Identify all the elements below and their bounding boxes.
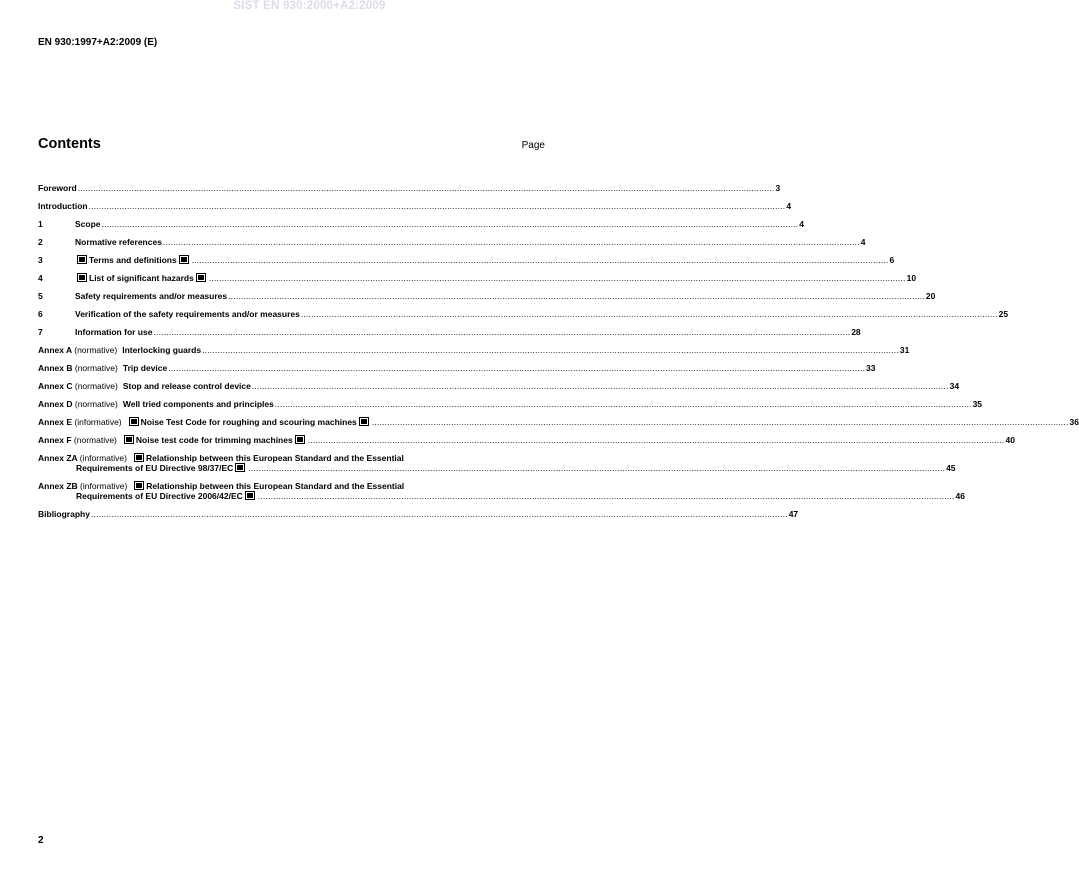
toc-entry-number: 2 [38, 237, 43, 247]
toc-entry-page: 4 [860, 237, 866, 247]
toc-entry-safety-requirements[interactable] [38, 283, 936, 301]
toc-entry-annex-za[interactable] [38, 444, 956, 473]
toc-entry-label: Scope [75, 219, 101, 229]
toc-entry-label: Noise test code for trimming machines [135, 435, 293, 445]
toc-entry-page: 4 [786, 201, 792, 211]
toc-entry-label: Bibliography [38, 509, 90, 519]
annex-prefix: Annex B [38, 363, 73, 373]
amendment-end-marker-icon [295, 435, 305, 444]
toc-entry-scope[interactable] [38, 211, 804, 229]
toc-entry-page: 31 [899, 345, 910, 355]
toc-entry-page: 36 [1069, 417, 1079, 427]
leader-dots: ................................................................................................................................................................................................................................................................................ [153, 327, 851, 337]
annex-status: (normative) [74, 363, 118, 373]
leader-dots: ................................................................................................................................................................................................................................................................................ [168, 363, 866, 373]
toc-entry-page: 35 [972, 399, 983, 409]
toc-entry-page: 6 [889, 255, 895, 265]
leader-dots: ................................................................................................................................................................................................................................................................................ [248, 463, 946, 473]
amendment-start-marker-icon [77, 255, 87, 264]
toc-entry-page: 45 [946, 463, 956, 473]
toc-entry-label: Relationship between this European Standard and the Essential [145, 453, 404, 463]
toc-entry-verification[interactable] [38, 301, 1009, 319]
toc-entry-foreword[interactable] [38, 175, 781, 193]
toc-entry-label-continued: Requirements of EU Directive 98/37/EC [76, 463, 234, 473]
amendment-start-marker-icon [134, 481, 144, 490]
toc-entry-annex-b[interactable] [38, 355, 876, 373]
leader-dots: ................................................................................................................................................................................................................................................................................ [202, 345, 899, 355]
annex-prefix: Annex ZB [38, 481, 78, 491]
amendment-start-marker-icon [77, 273, 87, 282]
annex-status: (informative) [79, 453, 127, 463]
toc-entry-number: 3 [38, 255, 43, 265]
leader-dots: ................................................................................................................................................................................................................................................................................ [300, 309, 998, 319]
toc-entry-label: Relationship between this European Standard and the Essential [146, 481, 405, 491]
page-number: 2 [38, 835, 44, 846]
toc-entry-label: Verification of the safety requirements and/or measures [75, 309, 300, 319]
amendment-end-marker-icon [196, 273, 206, 282]
leader-dots: ................................................................................................................................................................................................................................................................................ [274, 399, 972, 409]
amendment-start-marker-icon [124, 435, 134, 444]
leader-dots: ................................................................................................................................................................................................................................................................................ [208, 273, 906, 283]
amendment-end-marker-icon [245, 491, 255, 500]
toc-entry-label: Information for use [75, 327, 153, 337]
toc-entry-introduction[interactable] [38, 193, 792, 211]
table-of-contents [38, 175, 1079, 519]
amendment-start-marker-icon [134, 453, 144, 462]
toc-entry-annex-a[interactable] [38, 337, 910, 355]
annex-status: (normative) [74, 345, 118, 355]
leader-dots: ................................................................................................................................................................................................................................................................................ [90, 509, 788, 519]
leader-dots: ................................................................................................................................................................................................................................................................................ [371, 417, 1069, 427]
toc-entry-annex-e[interactable] [38, 409, 1079, 427]
toc-entry-label: Foreword [38, 183, 77, 193]
toc-entry-page: 33 [866, 363, 876, 373]
toc-entry-bibliography[interactable] [38, 501, 799, 519]
annex-status: (normative) [74, 399, 118, 409]
amendment-end-marker-icon [179, 255, 189, 264]
annex-prefix: Annex A [38, 345, 72, 355]
toc-entry-terms-and-definitions[interactable] [38, 247, 895, 265]
document-id: EN 930:1997+A2:2009 (E) [38, 37, 158, 48]
toc-entry-number: 4 [38, 273, 43, 283]
toc-entry-normative-references[interactable] [38, 229, 866, 247]
toc-entry-label: Stop and release control device [122, 381, 251, 391]
page-column-label: Page [521, 140, 545, 151]
toc-entry-annex-zb[interactable] [38, 472, 965, 501]
leader-dots: ................................................................................................................................................................................................................................................................................ [307, 435, 1005, 445]
toc-entry-label: Interlocking guards [122, 345, 202, 355]
toc-entry-label: Terms and definitions [89, 255, 177, 265]
leader-dots: ................................................................................................................................................................................................................................................................................ [101, 219, 799, 229]
toc-entry-annex-c[interactable] [38, 373, 960, 391]
toc-entry-page: 25 [998, 309, 1009, 319]
annex-prefix: Annex C [38, 381, 73, 391]
annex-status: (informative) [74, 417, 122, 427]
amendment-start-marker-icon [129, 417, 139, 426]
toc-entry-page: 3 [775, 183, 781, 193]
toc-entry-label: Well tried components and principles [122, 399, 274, 409]
toc-entry-annex-f[interactable] [38, 427, 1015, 445]
contents-title: Contents [38, 136, 101, 152]
toc-entry-information-for-use[interactable] [38, 319, 861, 337]
toc-entry-label: Safety requirements and/or measures [75, 291, 228, 301]
leader-dots: ................................................................................................................................................................................................................................................................................ [77, 183, 775, 193]
toc-entry-label-continued: Requirements of EU Directive 2006/42/EC [76, 491, 243, 501]
toc-entry-number: 6 [38, 309, 43, 319]
annex-prefix: Annex F [38, 435, 72, 445]
annex-prefix: Annex ZA [38, 453, 78, 463]
toc-entry-label: Trip device [122, 363, 168, 373]
toc-entry-significant-hazards[interactable] [38, 265, 917, 283]
amendment-end-marker-icon [359, 417, 369, 426]
toc-entry-page: 20 [925, 291, 936, 301]
toc-entry-annex-d[interactable] [38, 391, 983, 409]
toc-entry-page: 40 [1005, 435, 1015, 445]
leader-dots: ................................................................................................................................................................................................................................................................................ [257, 491, 955, 501]
toc-entry-number: 5 [38, 291, 43, 301]
toc-entry-page: 4 [799, 219, 804, 229]
toc-entry-page: 47 [788, 509, 799, 519]
toc-entry-label: Introduction [38, 201, 88, 211]
annex-status: (informative) [80, 481, 128, 491]
amendment-end-marker-icon [235, 463, 245, 472]
toc-entry-number: 7 [38, 327, 43, 337]
toc-entry-page: 34 [949, 381, 960, 391]
annex-status: (normative) [73, 435, 117, 445]
toc-entry-page: 28 [851, 327, 861, 337]
annex-status: (normative) [74, 381, 118, 391]
toc-entry-number: 1 [38, 219, 43, 229]
toc-entry-label: List of significant hazards [89, 273, 194, 283]
toc-entry-page: 46 [955, 491, 965, 501]
leader-dots: ................................................................................................................................................................................................................................................................................ [251, 381, 949, 391]
leader-dots: ................................................................................................................................................................................................................................................................................ [88, 201, 786, 211]
leader-dots: ................................................................................................................................................................................................................................................................................ [162, 237, 860, 247]
toc-entry-label: Noise Test Code for roughing and scouring machines [140, 417, 357, 427]
toc-entry-label: Normative references [75, 237, 162, 247]
watermark: SIST EN 930:2000+A2:2009 [233, 0, 386, 12]
annex-prefix: Annex D [38, 399, 73, 409]
leader-dots: ................................................................................................................................................................................................................................................................................ [228, 291, 925, 301]
toc-entry-page: 10 [906, 273, 917, 283]
annex-prefix: Annex E [38, 417, 73, 427]
leader-dots: ................................................................................................................................................................................................................................................................................ [191, 255, 889, 265]
